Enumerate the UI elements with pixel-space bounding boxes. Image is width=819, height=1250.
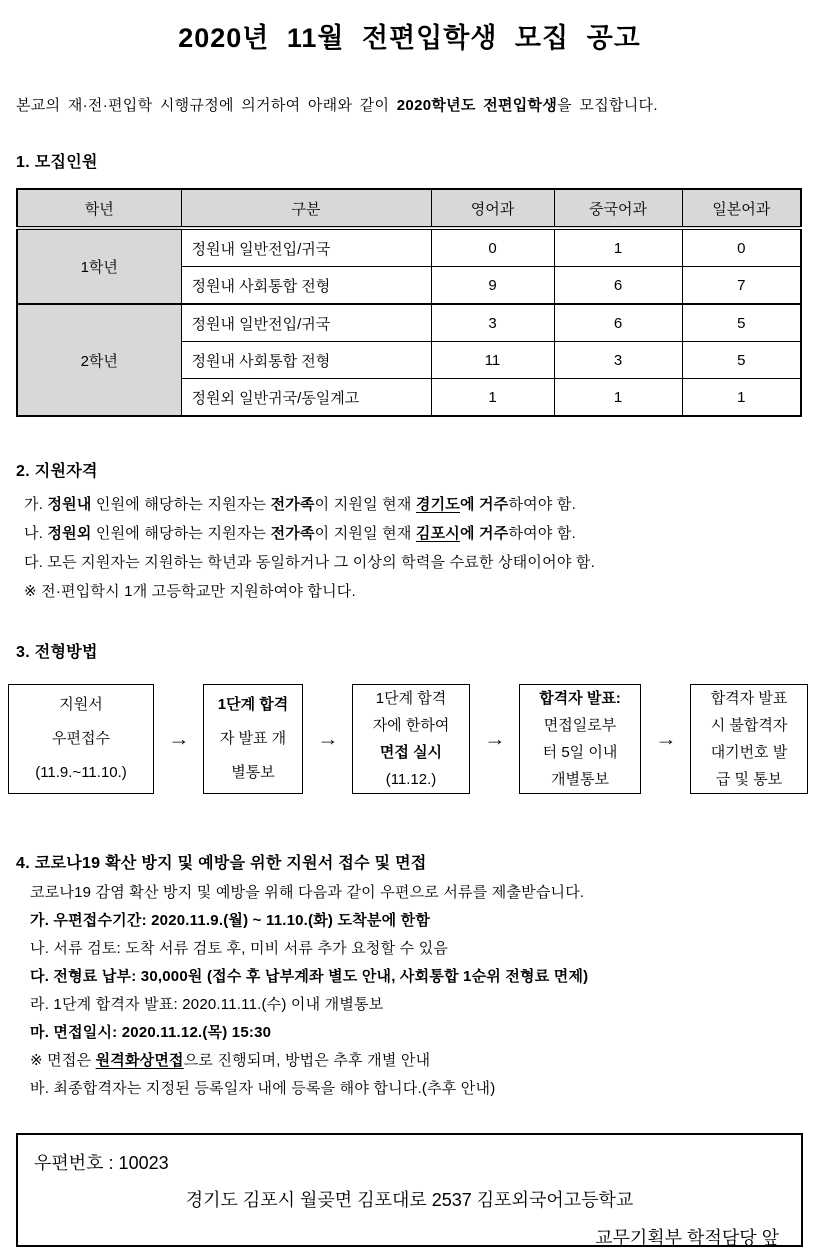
- flow-line: 1단계 합격: [375, 690, 447, 707]
- grade-1-cell: 1학년: [17, 228, 181, 304]
- section-2-heading: 2. 지원자격: [16, 463, 98, 480]
- text-run-bold-underline: 경기도: [415, 496, 460, 513]
- japanese-count-cell: 5: [682, 342, 801, 379]
- eligibility-note: ※ 전·편입학시 1개 고등학교만 지원하여야 합니다.: [24, 583, 356, 600]
- flow-line: 별통보: [231, 764, 275, 781]
- japanese-count-cell: 0: [682, 228, 801, 267]
- english-count-cell: 1: [431, 379, 554, 417]
- flow-line: 지원서: [59, 696, 103, 713]
- text-run-bold-underline: 원격화상면접: [95, 1052, 184, 1069]
- covid-intro-line: 코로나19 감염 확산 방지 및 예방을 위해 다음과 같이 우편으로 서류를 제출받습니다.: [30, 884, 585, 901]
- flow-line: 면접일로부: [543, 717, 617, 734]
- category-cell: 정원내 일반전입/귀국: [181, 304, 431, 342]
- japanese-count-cell: 1: [682, 379, 801, 417]
- col-header-english: 영어과: [431, 189, 554, 228]
- flow-step-application: [8, 684, 154, 794]
- flow-line: 터 5일 이내: [542, 744, 618, 761]
- flow-line: 합격자 발표:: [539, 690, 621, 707]
- intro-paragraph: [16, 95, 805, 116]
- english-count-cell: 11: [431, 342, 554, 379]
- flow-line: (11.9.~11.10.): [35, 764, 127, 781]
- flow-line: 시 불합격자: [710, 717, 788, 734]
- covid-item-ma: 마. 면접일시: 2020.11.12.(목) 15:30: [30, 1024, 272, 1041]
- chinese-count-cell: 3: [554, 342, 682, 379]
- text-run: 이 지원일 현재: [314, 496, 416, 513]
- text-run: 하여야 함.: [508, 496, 576, 513]
- mail-recipient: 교무기획부 학적담당 앞: [595, 1228, 779, 1248]
- text-run-bold: 에 거주: [459, 525, 509, 542]
- text-run: 나.: [24, 525, 48, 542]
- covid-item-da: 다. 전형료 납부: 30,000원 (접수 후 납부계좌 별도 안내, 사회통합 1순위 전형료 면제): [30, 968, 589, 985]
- english-count-cell: 3: [431, 304, 554, 342]
- chinese-count-cell: 1: [554, 379, 682, 417]
- col-header-chinese: 중국어과: [554, 189, 682, 228]
- category-cell: 정원내 사회통합 전형: [181, 267, 431, 305]
- flow-line: 급 및 통보: [715, 771, 783, 788]
- text-run: 가.: [24, 496, 48, 513]
- right-arrow-icon: →: [654, 728, 677, 749]
- japanese-count-cell: 5: [682, 304, 801, 342]
- table-header-row: [17, 189, 801, 228]
- text-run: 이 지원일 현재: [314, 525, 416, 542]
- flow-line: 합격자 발표: [710, 690, 788, 707]
- flow-line: 자에 한하여: [372, 717, 450, 734]
- text-run: 으로 진행되며, 방법은 추후 개별 안내: [183, 1052, 431, 1069]
- japanese-count-cell: 7: [682, 267, 801, 305]
- text-run: 인원에 해당하는 지원자는: [91, 496, 271, 513]
- text-run-bold: 정원내: [47, 496, 92, 513]
- category-cell: 정원내 일반전입/귀국: [181, 228, 431, 267]
- flow-line: 면접 실시: [379, 744, 443, 761]
- text-run: ※ 면접은: [30, 1052, 96, 1069]
- eligibility-item-a: [24, 490, 819, 519]
- text-run-bold: 에 거주: [459, 496, 509, 513]
- flow-line: 자 발표 개: [219, 730, 287, 747]
- english-count-cell: 9: [431, 267, 554, 305]
- text-run: 인원에 해당하는 지원자는: [91, 525, 271, 542]
- flow-line: (11.12.): [385, 771, 437, 788]
- admission-process-flowchart: [8, 684, 808, 794]
- table-row: [17, 304, 801, 342]
- covid-item-ra: 라. 1단계 합격자 발표: 2020.11.11.(수) 이내 개별통보: [30, 996, 384, 1013]
- intro-text-bold: 2020학년도 전편입학생: [396, 97, 558, 114]
- section-3-heading: 3. 전형방법: [16, 644, 98, 661]
- page-title: 2020년 11월 전편입학생 모집 공고: [178, 23, 641, 53]
- postal-code: 우편번호 : 10023: [34, 1153, 169, 1173]
- covid-note: [30, 1047, 819, 1075]
- school-address: 경기도 김포시 월곶면 김포대로 2537 김포외국어고등학교: [185, 1190, 634, 1210]
- text-run-bold: 전가족: [270, 525, 315, 542]
- flow-line: 우편접수: [52, 730, 110, 747]
- recruitment-table: [16, 188, 802, 417]
- eligibility-item-b: [24, 519, 819, 548]
- category-cell: 정원외 일반귀국/동일계고: [181, 379, 431, 417]
- text-run: 하여야 함.: [508, 525, 576, 542]
- flow-line: 1단계 합격: [217, 696, 289, 713]
- flow-step-interview: [352, 684, 470, 794]
- covid-item-ba: 바. 최종합격자는 지정된 등록일자 내에 등록을 해야 합니다.(추후 안내): [30, 1080, 496, 1097]
- text-run-bold-underline: 김포시: [415, 525, 460, 542]
- col-header-japanese: 일본어과: [682, 189, 801, 228]
- english-count-cell: 0: [431, 228, 554, 267]
- col-header-category: 구분: [181, 189, 431, 228]
- right-arrow-icon: →: [167, 728, 190, 749]
- mailing-address-box: [16, 1133, 803, 1247]
- chinese-count-cell: 1: [554, 228, 682, 267]
- right-arrow-icon: →: [483, 728, 506, 749]
- section-1-heading: 1. 모집인원: [16, 154, 98, 171]
- chinese-count-cell: 6: [554, 304, 682, 342]
- intro-text-pre: 본교의 재·전·편입학 시행규정에 의거하여 아래와 같이: [16, 97, 397, 114]
- col-header-grade: 학년: [17, 189, 181, 228]
- section-4-heading: 4. 코로나19 확산 방지 및 예방을 위한 지원서 접수 및 면접: [16, 855, 427, 872]
- covid-item-ga: 가. 우편접수기간: 2020.11.9.(월) ~ 11.10.(화) 도착분에 한함: [30, 912, 431, 929]
- grade-2-cell: 2학년: [17, 304, 181, 416]
- eligibility-item-c: 다. 모든 지원자는 지원하는 학년과 동일하거나 그 이상의 학력을 수료한 상태이어야 함.: [24, 554, 595, 571]
- right-arrow-icon: →: [316, 728, 339, 749]
- intro-text-post: 을 모집합니다.: [557, 97, 658, 114]
- table-row: [17, 228, 801, 267]
- flow-line: 개별통보: [551, 771, 609, 788]
- text-run-bold: 전가족: [270, 496, 315, 513]
- covid-item-na: 나. 서류 검토: 도착 서류 검토 후, 미비 서류 추가 요청할 수 있음: [30, 940, 449, 957]
- flow-step-final-announcement: [519, 684, 641, 794]
- chinese-count-cell: 6: [554, 267, 682, 305]
- category-cell: 정원내 사회통합 전형: [181, 342, 431, 379]
- flow-line: 대기번호 발: [710, 744, 788, 761]
- flow-step-waitlist: [690, 684, 808, 794]
- text-run-bold: 정원외: [47, 525, 92, 542]
- flow-step-stage1-announcement: [203, 684, 303, 794]
